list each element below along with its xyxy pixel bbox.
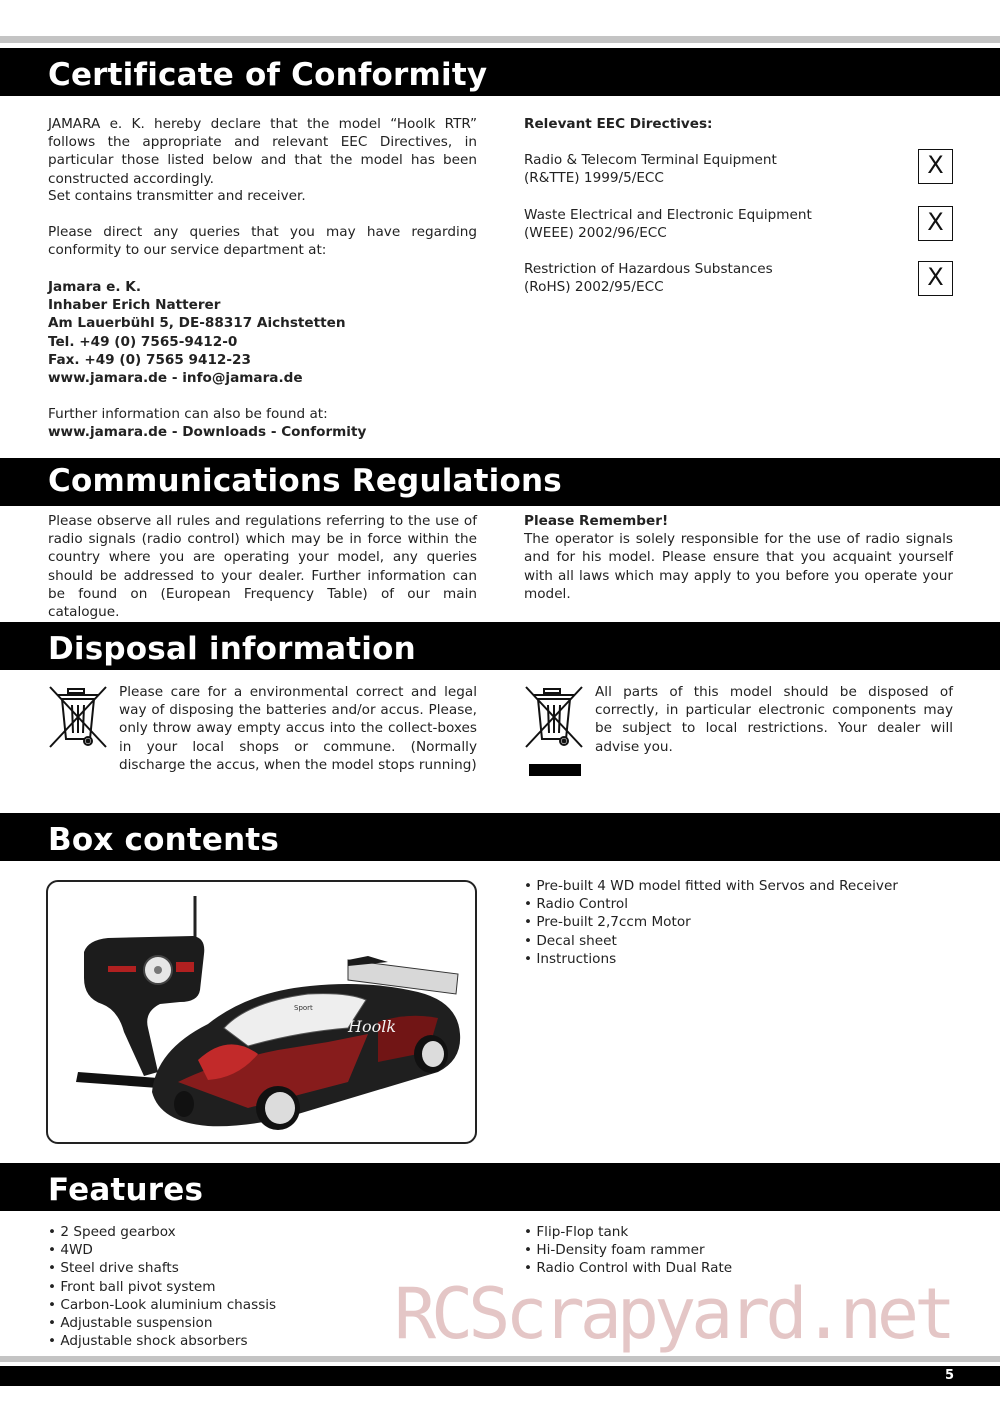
section-header-features bbox=[0, 1163, 1000, 1211]
remember-heading: Please Remember! bbox=[524, 513, 669, 529]
watermark: RCScrapyard.net bbox=[394, 1273, 952, 1355]
list-item: • Steel drive shafts bbox=[48, 1259, 477, 1277]
address-fax: Fax. +49 (0) 7565 9412-23 bbox=[48, 351, 251, 368]
address-owner: Inhaber Erich Natterer bbox=[48, 297, 221, 314]
list-item: • Carbon-Look aluminium chassis bbox=[48, 1296, 477, 1314]
further-info bbox=[48, 405, 477, 441]
section-header-communications bbox=[0, 458, 1000, 506]
product-photo bbox=[46, 880, 477, 1144]
certificate-intro: JAMARA e. K. hereby declare that the model “Hoolk RTR” follows the appropriate and relevant EEC Directives, in particular those listed below and that the model has been constructed accordingly. bbox=[48, 116, 477, 187]
rc-car-illustration bbox=[48, 882, 477, 1144]
footer-bar bbox=[0, 1366, 1000, 1386]
directive-rtte bbox=[524, 151, 904, 187]
section-header-certificate bbox=[0, 48, 1000, 96]
certificate-queries: Please direct any queries that you may have regarding conformity to our service department at: bbox=[48, 224, 477, 259]
car-decal-text: Hoolk bbox=[348, 1017, 397, 1036]
list-item: • Front ball pivot system bbox=[48, 1278, 477, 1296]
directive-rohs-name: Restriction of Hazardous Substances bbox=[524, 261, 773, 277]
car-windscreen-text: Sport bbox=[294, 1004, 313, 1012]
directive-weee-code: (WEEE) 2002/96/ECC bbox=[524, 225, 667, 242]
directive-weee-name: Waste Electrical and Electronic Equipment bbox=[524, 207, 812, 223]
list-item: • 2 Speed gearbox bbox=[48, 1223, 477, 1241]
box-contents-list bbox=[524, 877, 954, 968]
list-item: • Hi-Density foam rammer bbox=[524, 1241, 953, 1259]
disposal-right-text: All parts of this model should be disposed of correctly, in particular electronic components may be subject to local restrictions. Your dealer will advise you. bbox=[595, 684, 953, 755]
section-title-communications: Communications Regulations bbox=[48, 463, 562, 499]
directives-heading: Relevant EEC Directives: bbox=[524, 116, 713, 132]
further-info-link[interactable]: www.jamara.de - Downloads - Conformity bbox=[48, 424, 367, 441]
list-item: • Pre-built 4 WD model fitted with Servos and Receiver bbox=[524, 877, 954, 895]
certificate-set-contains: Set contains transmitter and receiver. bbox=[48, 188, 306, 204]
features-right-list bbox=[524, 1223, 953, 1278]
section-title-box-contents: Box contents bbox=[48, 822, 280, 858]
list-item: • Decal sheet bbox=[524, 932, 954, 950]
communications-left-text: Please observe all rules and regulations referring to the use of radio signals (radio control) which may be in force within the country where you are operating your model, any queries should be addressed to your dealer. Further information can be found on (European Frequency Table) of our main catalogue. bbox=[48, 513, 477, 621]
weee-bar-symbol bbox=[529, 764, 581, 776]
top-rule bbox=[0, 36, 1000, 43]
directive-rtte-code: (R&TTE) 1999/5/ECC bbox=[524, 170, 664, 187]
section-title-features: Features bbox=[48, 1172, 204, 1208]
section-title-disposal: Disposal information bbox=[48, 631, 416, 667]
list-item: • Instructions bbox=[524, 950, 954, 968]
disposal-left-text: Please care for a environmental correct and legal way of disposing the batteries and/or accus. Please, only throw away empty accus into the collect-boxes in your local shops or commune. (Normally discharge the accus, when the model stops running) bbox=[119, 684, 477, 773]
directive-rohs bbox=[524, 260, 904, 296]
list-item: • 4WD bbox=[48, 1241, 477, 1259]
remember-text: The operator is solely responsible for the use of radio signals and for his model. Please ensure that you acquaint yourself with all laws which may apply to you before you operate your model. bbox=[524, 531, 953, 602]
section-header-box-contents bbox=[0, 813, 1000, 861]
address-web-email[interactable]: www.jamara.de - info@jamara.de bbox=[48, 370, 303, 387]
list-item: • Radio Control bbox=[524, 895, 954, 913]
further-info-label: Further information can also be found at: bbox=[48, 406, 328, 422]
crossed-bin-icon bbox=[48, 685, 108, 749]
section-header-disposal bbox=[0, 622, 1000, 670]
list-item: • Radio Control with Dual Rate bbox=[524, 1259, 953, 1277]
communications-remember bbox=[524, 512, 953, 603]
section-title-certificate: Certificate of Conformity bbox=[48, 57, 488, 93]
address-company: Jamara e. K. bbox=[48, 279, 141, 295]
directive-weee-checkbox: X bbox=[918, 206, 953, 241]
crossed-bin-icon bbox=[524, 685, 584, 749]
list-item: • Flip-Flop tank bbox=[524, 1223, 953, 1241]
list-item: • Adjustable shock absorbers bbox=[48, 1332, 477, 1350]
directive-rohs-checkbox: X bbox=[918, 261, 953, 296]
page-number: 5 bbox=[944, 1368, 954, 1383]
directive-rohs-code: (RoHS) 2002/95/ECC bbox=[524, 279, 664, 296]
list-item: • Pre-built 2,7ccm Motor bbox=[524, 913, 954, 931]
bottom-rule bbox=[0, 1356, 1000, 1362]
address-street: Am Lauerbühl 5, DE-88317 Aichstetten bbox=[48, 315, 346, 332]
directive-rtte-name: Radio & Telecom Terminal Equipment bbox=[524, 152, 777, 168]
directive-rtte-checkbox: X bbox=[918, 149, 953, 184]
directive-weee bbox=[524, 206, 904, 242]
address-phone: Tel. +49 (0) 7565-9412-0 bbox=[48, 333, 238, 350]
company-address bbox=[48, 278, 477, 387]
list-item: • Adjustable suspension bbox=[48, 1314, 477, 1332]
